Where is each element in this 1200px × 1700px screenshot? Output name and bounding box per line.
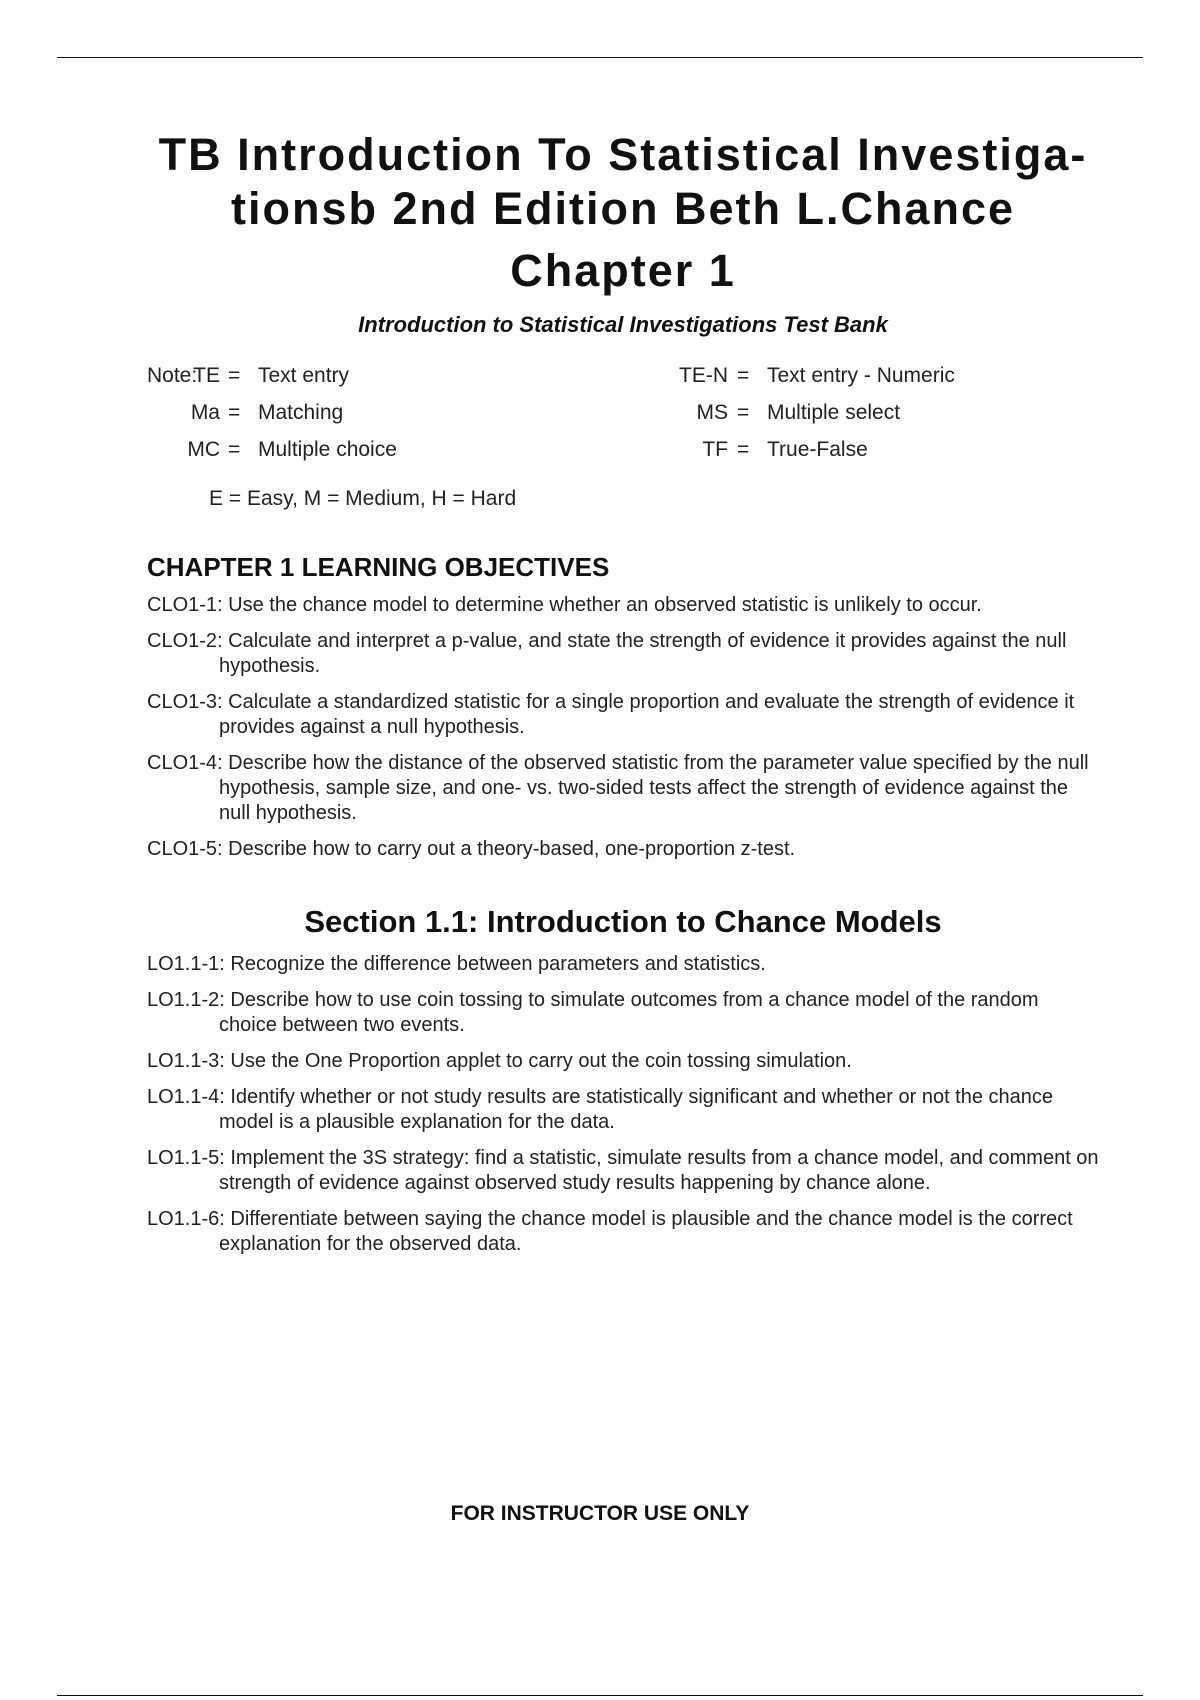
legend-meaning: True-False (767, 438, 868, 461)
footer-notice: FOR INSTRUCTOR USE ONLY (450, 1502, 750, 1525)
legend-meaning: Matching (258, 401, 344, 424)
chapter-title: Chapter 1 (510, 245, 736, 296)
legend-equals: = (737, 401, 750, 424)
section-objectives-list (147, 952, 1099, 1257)
legend-code: Ma (190, 401, 220, 424)
list-item: LO1.1-6: Differentiate between saying the chance model is plausible and the chance model is the correct explanation for the observed data. (147, 1208, 1073, 1255)
list-item: LO1.1-4: Identify whether or not study results are statistically significant and whether or not the chance model is a plausible explanation for the data. (147, 1086, 1054, 1133)
list-item: CLO1-5: Describe how to carry out a theory-based, one-proportion z-test. (147, 838, 796, 860)
bottom-rule (57, 1695, 1143, 1696)
list-item: CLO1-4: Describe how the distance of the observed statistic from the parameter value specified by the null hypothesis, sample size, and one- vs. two-sided tests affect the strength of evidence against the null hypothesis. (147, 752, 1089, 824)
legend-code: TE (193, 364, 220, 387)
legend-meaning: Multiple choice (258, 438, 397, 461)
legend-equals: = (228, 401, 241, 424)
list-item: LO1.1-3: Use the One Proportion applet to carry out the coin tossing simulation. (147, 1050, 852, 1072)
list-item: LO1.1-5: Implement the 3S strategy: find a statistic, simulate results from a chance model, and comment on strength of evidence against observed study results happening by chance alone. (147, 1147, 1099, 1194)
legend-meaning: Text entry (258, 364, 350, 387)
document-subtitle: Introduction to Statistical Investigations Test Bank (358, 312, 888, 337)
list-item: LO1.1-1: Recognize the difference between parameters and statistics. (147, 953, 766, 975)
list-item: CLO1-3: Calculate a standardized statistic for a single proportion and evaluate the strength of evidence it provides against a null hypothesis. (147, 691, 1075, 738)
list-item: CLO1-1: Use the chance model to determine whether an observed statistic is unlikely to occur. (147, 594, 982, 616)
difficulty-key: E = Easy, M = Medium, H = Hard (209, 487, 517, 510)
legend-note-label: Note: (147, 364, 198, 387)
legend-meaning: Multiple select (767, 401, 901, 424)
document-title (147, 128, 1099, 298)
legend-equals: = (737, 438, 750, 461)
legend-code: TE-N (679, 364, 728, 387)
legend-equals: = (228, 438, 241, 461)
legend-meaning: Text entry - Numeric (767, 364, 955, 387)
section-heading: Section 1.1: Introduction to Chance Models (304, 904, 942, 939)
title-line-1: TB Introduction To Statistical Investiga- (158, 129, 1088, 180)
chapter-objectives-list (147, 593, 1099, 862)
list-item: LO1.1-2: Describe how to use coin tossing to simulate outcomes from a chance model of the random choice between two events. (147, 989, 1039, 1036)
legend-equals: = (737, 364, 750, 387)
legend-code: MS (696, 401, 728, 424)
list-item: CLO1-2: Calculate and interpret a p-value, and state the strength of evidence it provides against the null hypothesis. (147, 630, 1067, 677)
legend-code: MC (187, 438, 220, 461)
page-content (147, 128, 1099, 1268)
title-line-2: tionsb 2nd Edition Beth L.Chance (231, 183, 1015, 234)
legend-equals: = (228, 364, 241, 387)
legend-code: TF (702, 438, 728, 461)
question-type-legend (147, 364, 1099, 510)
chapter-objectives-heading: CHAPTER 1 LEARNING OBJECTIVES (147, 552, 610, 582)
top-rule (57, 57, 1143, 58)
